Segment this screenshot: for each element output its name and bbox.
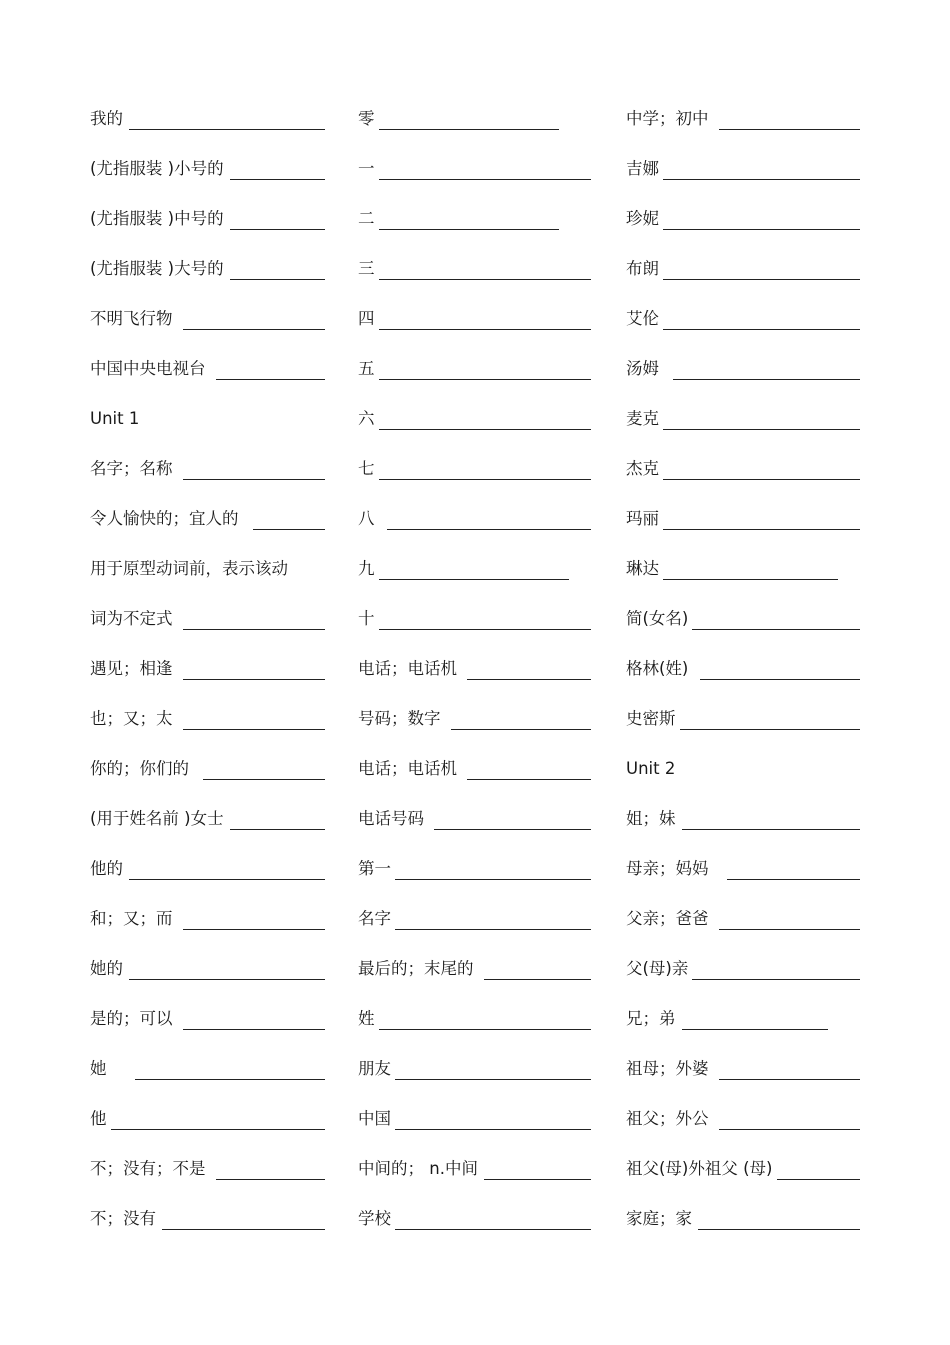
vocabulary-row	[90, 907, 325, 957]
vocabulary-row	[358, 757, 591, 807]
vocabulary-row	[358, 107, 591, 157]
vocabulary-prompt: 七	[358, 459, 375, 478]
vocabulary-prompt: 最后的；末尾的	[358, 959, 474, 978]
answer-blank-line[interactable]	[379, 257, 592, 280]
vocabulary-prompt: 中学；初中	[626, 109, 709, 128]
vocabulary-row	[90, 207, 325, 257]
vocabulary-prompt: 母亲；妈妈	[626, 859, 709, 878]
answer-blank-line[interactable]	[253, 507, 326, 530]
vocabulary-row	[626, 857, 860, 907]
answer-blank-line[interactable]	[183, 607, 326, 630]
vocabulary-prompt: 祖母；外婆	[626, 1059, 709, 1078]
answer-blank-line[interactable]	[129, 107, 325, 130]
answer-blank-line[interactable]	[183, 457, 326, 480]
answer-blank-line[interactable]	[484, 957, 592, 980]
vocabulary-prompt: (用于姓名前 )女士	[90, 809, 224, 828]
vocabulary-prompt: 五	[358, 359, 375, 378]
vocabulary-prompt: 她的	[90, 959, 123, 978]
answer-blank-line[interactable]	[379, 307, 592, 330]
answer-blank-line[interactable]	[379, 407, 592, 430]
vocabulary-prompt: 格林(姓)	[626, 659, 689, 678]
vocabulary-prompt: 电话；电话机	[358, 659, 457, 678]
vocabulary-row	[90, 457, 325, 507]
vocabulary-prompt: 他	[90, 1109, 107, 1128]
vocabulary-prompt: 不明飞行物	[90, 309, 173, 328]
vocabulary-row	[90, 1007, 325, 1057]
answer-blank-line[interactable]	[663, 557, 838, 580]
vocabulary-row	[90, 507, 325, 557]
vocabulary-row	[358, 357, 591, 407]
vocabulary-row	[626, 707, 860, 757]
answer-blank-line[interactable]	[395, 907, 591, 930]
answer-blank-line[interactable]	[663, 307, 860, 330]
answer-blank-line[interactable]	[719, 1107, 861, 1130]
answer-blank-line[interactable]	[395, 857, 591, 880]
vocabulary-prompt: 六	[358, 409, 375, 428]
answer-blank-line[interactable]	[663, 457, 860, 480]
answer-blank-line[interactable]	[719, 1057, 861, 1080]
vocabulary-column-3	[626, 107, 860, 1257]
vocabulary-row	[90, 707, 325, 757]
vocabulary-prompt: 号码；数字	[358, 709, 441, 728]
vocabulary-prompt: 珍妮	[626, 209, 659, 228]
vocabulary-prompt: 父(母)亲	[626, 959, 689, 978]
answer-blank-line[interactable]	[663, 157, 860, 180]
vocabulary-prompt: 十	[358, 609, 375, 628]
vocabulary-row	[626, 1207, 860, 1257]
answer-blank-line[interactable]	[700, 657, 860, 680]
vocabulary-prompt: 四	[358, 309, 375, 328]
answer-blank-line[interactable]	[395, 1207, 591, 1230]
answer-blank-line[interactable]	[682, 807, 861, 830]
vocabulary-row	[358, 607, 591, 657]
answer-blank-line[interactable]	[719, 107, 861, 130]
answer-blank-line[interactable]	[484, 1157, 591, 1180]
vocabulary-row	[626, 207, 860, 257]
vocabulary-prompt: 令人愉快的；宜人的	[90, 509, 239, 528]
vocabulary-row	[90, 1057, 325, 1107]
vocabulary-row	[626, 807, 860, 857]
vocabulary-prompt: 家庭；家	[626, 1209, 692, 1228]
vocabulary-row	[358, 857, 591, 907]
answer-blank-line[interactable]	[434, 807, 591, 830]
vocabulary-prompt: 第一	[358, 859, 391, 878]
vocabulary-prompt: 中国	[358, 1109, 391, 1128]
vocabulary-row	[90, 1107, 325, 1157]
vocabulary-prompt: 名字	[358, 909, 391, 928]
vocabulary-row	[358, 657, 591, 707]
vocabulary-prompt: 朋友	[358, 1059, 391, 1078]
answer-blank-line[interactable]	[162, 1207, 325, 1230]
vocabulary-row	[626, 657, 860, 707]
answer-blank-line[interactable]	[379, 357, 592, 380]
vocabulary-row	[358, 807, 591, 857]
vocabulary-row	[90, 357, 325, 407]
answer-blank-line[interactable]	[451, 707, 592, 730]
vocabulary-row	[358, 557, 591, 607]
answer-blank-line[interactable]	[129, 857, 325, 880]
section-heading-row	[90, 557, 325, 607]
vocabulary-prompt: 汤姆	[626, 359, 659, 378]
vocabulary-row	[626, 1107, 860, 1157]
vocabulary-row	[90, 157, 325, 207]
answer-blank-line[interactable]	[216, 357, 326, 380]
answer-blank-line[interactable]	[467, 757, 591, 780]
answer-blank-line[interactable]	[692, 957, 860, 980]
answer-blank-line[interactable]	[216, 1157, 326, 1180]
answer-blank-line[interactable]	[203, 757, 325, 780]
answer-blank-line[interactable]	[183, 657, 326, 680]
vocabulary-row	[90, 957, 325, 1007]
answer-blank-line[interactable]	[230, 157, 325, 180]
vocabulary-prompt: 九	[358, 559, 375, 578]
answer-blank-line[interactable]	[395, 1107, 591, 1130]
answer-blank-line[interactable]	[230, 207, 325, 230]
vocabulary-prompt: 零	[358, 109, 375, 128]
vocabulary-prompt: (尤指服装 )大号的	[90, 259, 224, 278]
answer-blank-line[interactable]	[698, 1207, 860, 1230]
vocabulary-row	[626, 1057, 860, 1107]
answer-blank-line[interactable]	[135, 1057, 326, 1080]
vocabulary-row	[626, 107, 860, 157]
section-heading: Unit 2	[626, 759, 676, 778]
vocabulary-row	[626, 507, 860, 557]
vocabulary-prompt: 祖父(母)外祖父 (母)	[626, 1159, 773, 1178]
vocabulary-row	[626, 957, 860, 1007]
vocabulary-prompt: 词为不定式	[90, 609, 173, 628]
vocabulary-row	[358, 407, 591, 457]
answer-blank-line[interactable]	[663, 507, 860, 530]
vocabulary-row	[90, 307, 325, 357]
section-heading: 用于原型动词前，表示该动	[90, 559, 288, 578]
vocabulary-prompt: 三	[358, 259, 375, 278]
vocabulary-column-1	[90, 107, 325, 1257]
answer-blank-line[interactable]	[682, 1007, 829, 1030]
vocabulary-prompt: 一	[358, 159, 375, 178]
vocabulary-row	[358, 1057, 591, 1107]
vocabulary-row	[626, 1007, 860, 1057]
vocabulary-row	[90, 1157, 325, 1207]
vocabulary-prompt: 名字；名称	[90, 459, 173, 478]
answer-blank-line[interactable]	[379, 557, 570, 580]
answer-blank-line[interactable]	[183, 1007, 326, 1030]
vocabulary-prompt: 不；没有；不是	[90, 1159, 206, 1178]
vocabulary-row	[358, 907, 591, 957]
vocabulary-prompt: 你的；你们的	[90, 759, 189, 778]
vocabulary-row	[358, 1157, 591, 1207]
answer-blank-line[interactable]	[379, 457, 592, 480]
section-heading: Unit 1	[90, 409, 140, 428]
section-heading-row	[626, 757, 860, 807]
vocabulary-prompt: 电话；电话机	[358, 759, 457, 778]
answer-blank-line[interactable]	[663, 257, 860, 280]
vocabulary-prompt: 中国中央电视台	[90, 359, 206, 378]
vocabulary-row	[358, 1007, 591, 1057]
answer-blank-line[interactable]	[379, 107, 560, 130]
vocabulary-prompt: 麦克	[626, 409, 659, 428]
answer-blank-line[interactable]	[230, 257, 325, 280]
vocabulary-row	[358, 307, 591, 357]
answer-blank-line[interactable]	[230, 807, 325, 830]
vocabulary-prompt: (尤指服装 )小号的	[90, 159, 224, 178]
vocabulary-prompt: 中间的； n.中间	[358, 1159, 478, 1178]
vocabulary-row	[90, 257, 325, 307]
answer-blank-line[interactable]	[680, 707, 861, 730]
vocabulary-row	[358, 1207, 591, 1257]
vocabulary-row	[626, 307, 860, 357]
vocabulary-prompt: 姐；妹	[626, 809, 676, 828]
vocabulary-prompt: (尤指服装 )中号的	[90, 209, 224, 228]
answer-blank-line[interactable]	[663, 207, 860, 230]
vocabulary-row	[626, 557, 860, 607]
vocabulary-row	[90, 107, 325, 157]
vocabulary-prompt: 父亲；爸爸	[626, 909, 709, 928]
vocabulary-row	[626, 357, 860, 407]
vocabulary-prompt: 我的	[90, 109, 123, 128]
answer-blank-line[interactable]	[395, 1057, 591, 1080]
vocabulary-prompt: 布朗	[626, 259, 659, 278]
answer-blank-line[interactable]	[663, 407, 860, 430]
answer-blank-line[interactable]	[183, 907, 326, 930]
vocabulary-prompt: 不；没有	[90, 1209, 156, 1228]
vocabulary-row	[626, 257, 860, 307]
vocabulary-row	[358, 157, 591, 207]
vocabulary-row	[358, 507, 591, 557]
vocabulary-prompt: 二	[358, 209, 375, 228]
vocabulary-row	[90, 1207, 325, 1257]
answer-blank-line[interactable]	[673, 357, 860, 380]
answer-blank-line[interactable]	[467, 657, 591, 680]
answer-blank-line[interactable]	[379, 157, 592, 180]
vocabulary-row	[358, 957, 591, 1007]
vocabulary-row	[90, 757, 325, 807]
vocabulary-prompt: 史密斯	[626, 709, 676, 728]
vocabulary-prompt: 祖父；外公	[626, 1109, 709, 1128]
vocabulary-row	[358, 457, 591, 507]
answer-blank-line[interactable]	[379, 207, 560, 230]
vocabulary-row	[90, 857, 325, 907]
vocabulary-prompt: 是的；可以	[90, 1009, 173, 1028]
vocabulary-row	[90, 807, 325, 857]
vocabulary-row	[626, 157, 860, 207]
answer-blank-line[interactable]	[692, 607, 860, 630]
vocabulary-row	[626, 1157, 860, 1207]
vocabulary-prompt: 也；又；太	[90, 709, 173, 728]
answer-blank-line[interactable]	[379, 1007, 592, 1030]
answer-blank-line[interactable]	[183, 307, 326, 330]
vocabulary-row	[626, 407, 860, 457]
answer-blank-line[interactable]	[111, 1107, 326, 1130]
answer-blank-line[interactable]	[777, 1157, 861, 1180]
vocabulary-row	[358, 1107, 591, 1157]
vocabulary-row	[90, 607, 325, 657]
vocabulary-prompt: 他的	[90, 859, 123, 878]
vocabulary-prompt: 遇见；相逢	[90, 659, 173, 678]
answer-blank-line[interactable]	[183, 707, 326, 730]
vocabulary-prompt: 简(女名)	[626, 609, 689, 628]
vocabulary-prompt: 吉娜	[626, 159, 659, 178]
vocabulary-prompt: 玛丽	[626, 509, 659, 528]
vocabulary-prompt: 和；又；而	[90, 909, 173, 928]
vocabulary-prompt: 琳达	[626, 559, 659, 578]
vocabulary-row	[626, 457, 860, 507]
vocabulary-row	[358, 707, 591, 757]
vocabulary-row	[358, 207, 591, 257]
vocabulary-prompt: 杰克	[626, 459, 659, 478]
answer-blank-line[interactable]	[387, 507, 592, 530]
vocabulary-row	[626, 907, 860, 957]
vocabulary-prompt: 学校	[358, 1209, 391, 1228]
vocabulary-prompt: 电话号码	[358, 809, 424, 828]
vocabulary-prompt: 艾伦	[626, 309, 659, 328]
vocabulary-row	[90, 657, 325, 707]
answer-blank-line[interactable]	[719, 907, 861, 930]
answer-blank-line[interactable]	[379, 607, 592, 630]
vocabulary-row	[358, 257, 591, 307]
vocabulary-prompt: 她	[90, 1059, 107, 1078]
section-heading-row	[90, 407, 325, 457]
vocabulary-prompt: 兄；弟	[626, 1009, 676, 1028]
answer-blank-line[interactable]	[727, 857, 861, 880]
answer-blank-line[interactable]	[129, 957, 325, 980]
vocabulary-prompt: 姓	[358, 1009, 375, 1028]
vocabulary-column-2	[358, 107, 591, 1257]
vocabulary-prompt: 八	[358, 509, 375, 528]
vocabulary-row	[626, 607, 860, 657]
